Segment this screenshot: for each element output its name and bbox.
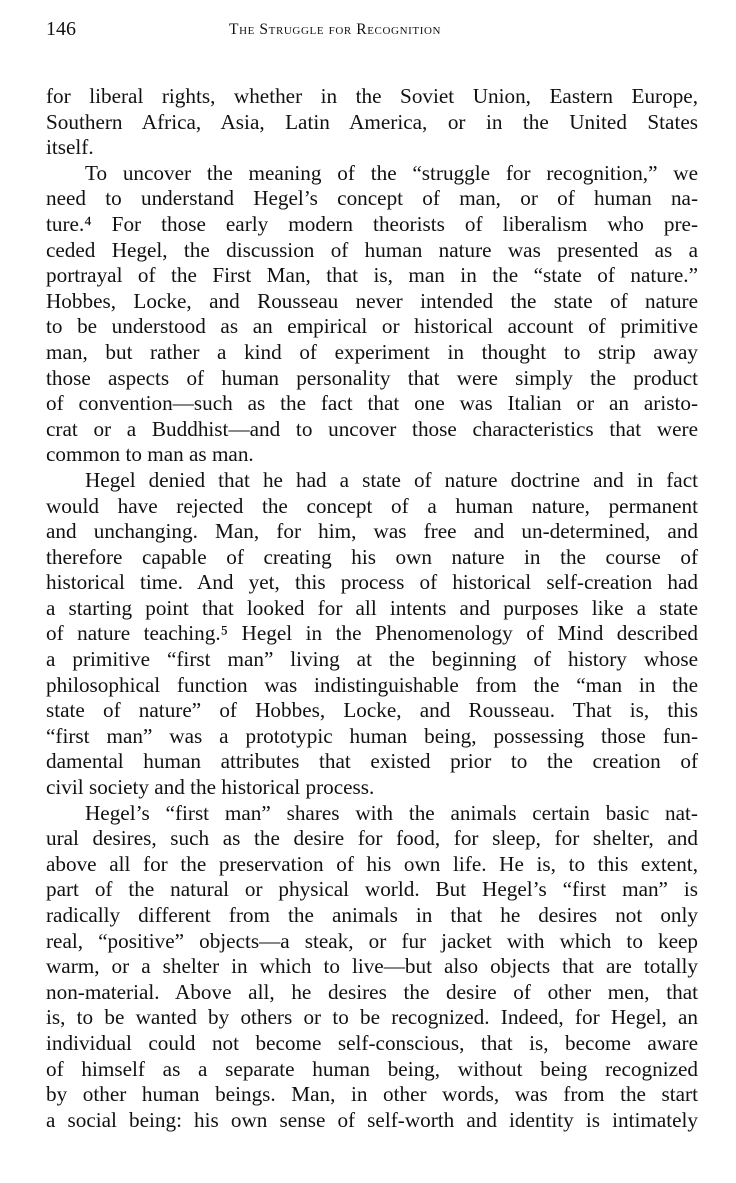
- text-line: a starting point that looked for all intents and purposes like a state: [46, 595, 698, 620]
- text-line: by other human beings. Man, in other words, was from the start: [46, 1082, 698, 1107]
- text-line: is, to be wanted by others or to be recognized. Indeed, for Hegel, an: [46, 1005, 698, 1030]
- text-line: above all for the preservation of his own life. He is, to this extent,: [46, 851, 698, 876]
- text-line: philosophical function was indistinguishable from the “man in the: [46, 672, 698, 697]
- text-line: for liberal rights, whether in the Soviet Union, Eastern Europe,: [46, 84, 698, 108]
- text-line: portrayal of the First Man, that is, man in the “state of nature.”: [46, 263, 698, 288]
- text-line: state of nature” of Hobbes, Locke, and Rousseau. That is, this: [46, 698, 698, 723]
- text-line: civil society and the historical process.: [46, 775, 375, 800]
- text-line: damental human attributes that existed prior to the creation of: [46, 749, 698, 774]
- text-line: Hegel’s “first man” shares with the animals certain basic nat-: [85, 800, 698, 825]
- text-line: Hegel denied that he had a state of nature doctrine and in fact: [85, 467, 698, 492]
- text-line: “first man” was a prototypic human being, possessing those fun-: [46, 723, 698, 748]
- text-line: common to man as man.: [46, 442, 254, 467]
- text-line: man, but rather a kind of experiment in thought to strip away: [46, 339, 698, 364]
- text-line: individual could not become self-conscious, that is, become aware: [46, 1030, 698, 1055]
- text-line: radically different from the animals in that he desires not only: [46, 903, 698, 927]
- text-line: those aspects of human personality that were simply the product: [46, 365, 698, 390]
- text-line: part of the natural or physical world. But Hegel’s “first man” is: [46, 877, 698, 902]
- text-line: a primitive “first man” living at the beginning of history whose: [46, 647, 698, 672]
- body-text: [46, 84, 698, 1133]
- text-line: of himself as a separate human being, without being recognized: [46, 1056, 698, 1081]
- paragraph-2: [46, 161, 698, 468]
- page-number: 146: [46, 18, 76, 40]
- text-line: non-material. Above all, he desires the desire of other men, that: [46, 979, 698, 1004]
- text-line: crat or a Buddhist—and to uncover those characteristics that were: [46, 416, 698, 441]
- text-line: To uncover the meaning of the “struggle for recognition,” we: [85, 160, 698, 185]
- text-line: Southern Africa, Asia, Latin America, or in the United States: [46, 109, 698, 134]
- text-line: warm, or a shelter in which to live—but also objects that are totally: [46, 954, 698, 979]
- text-line: ural desires, such as the desire for food, for sleep, for shelter, and: [46, 826, 698, 851]
- paragraph-1: [46, 84, 698, 161]
- running-head: The Struggle for Recognition: [229, 21, 442, 38]
- text-line: would have rejected the concept of a human nature, permanent: [46, 493, 698, 518]
- text-line: of nature teaching.⁵ Hegel in the Phenomenology of Mind described: [46, 621, 698, 646]
- text-line: ceded Hegel, the discussion of human nature was presented as a: [46, 237, 698, 262]
- text-line: Hobbes, Locke, and Rousseau never intended the state of nature: [46, 288, 698, 313]
- text-line: of convention—such as the fact that one was Italian or an aristo-: [46, 391, 698, 416]
- paragraph-4: [46, 801, 698, 1134]
- text-line: real, “positive” objects—a steak, or fur jacket with which to keep: [46, 928, 698, 953]
- text-line: to be understood as an empirical or historical account of primitive: [46, 314, 698, 339]
- text-line: and unchanging. Man, for him, was free and un-determined, and: [46, 519, 698, 544]
- text-line: therefore capable of creating his own nature in the course of: [46, 544, 698, 569]
- paragraph-3: [46, 468, 698, 801]
- text-line: a social being: his own sense of self-worth and identity is intimately: [46, 1107, 698, 1132]
- text-line: itself.: [46, 135, 94, 160]
- text-line: historical time. And yet, this process of historical self-creation had: [46, 570, 698, 595]
- page-header: [46, 16, 698, 42]
- text-line: need to understand Hegel’s concept of man, or of human na-: [46, 186, 698, 211]
- text-line: ture.⁴ For those early modern theorists of liberalism who pre-: [46, 211, 698, 236]
